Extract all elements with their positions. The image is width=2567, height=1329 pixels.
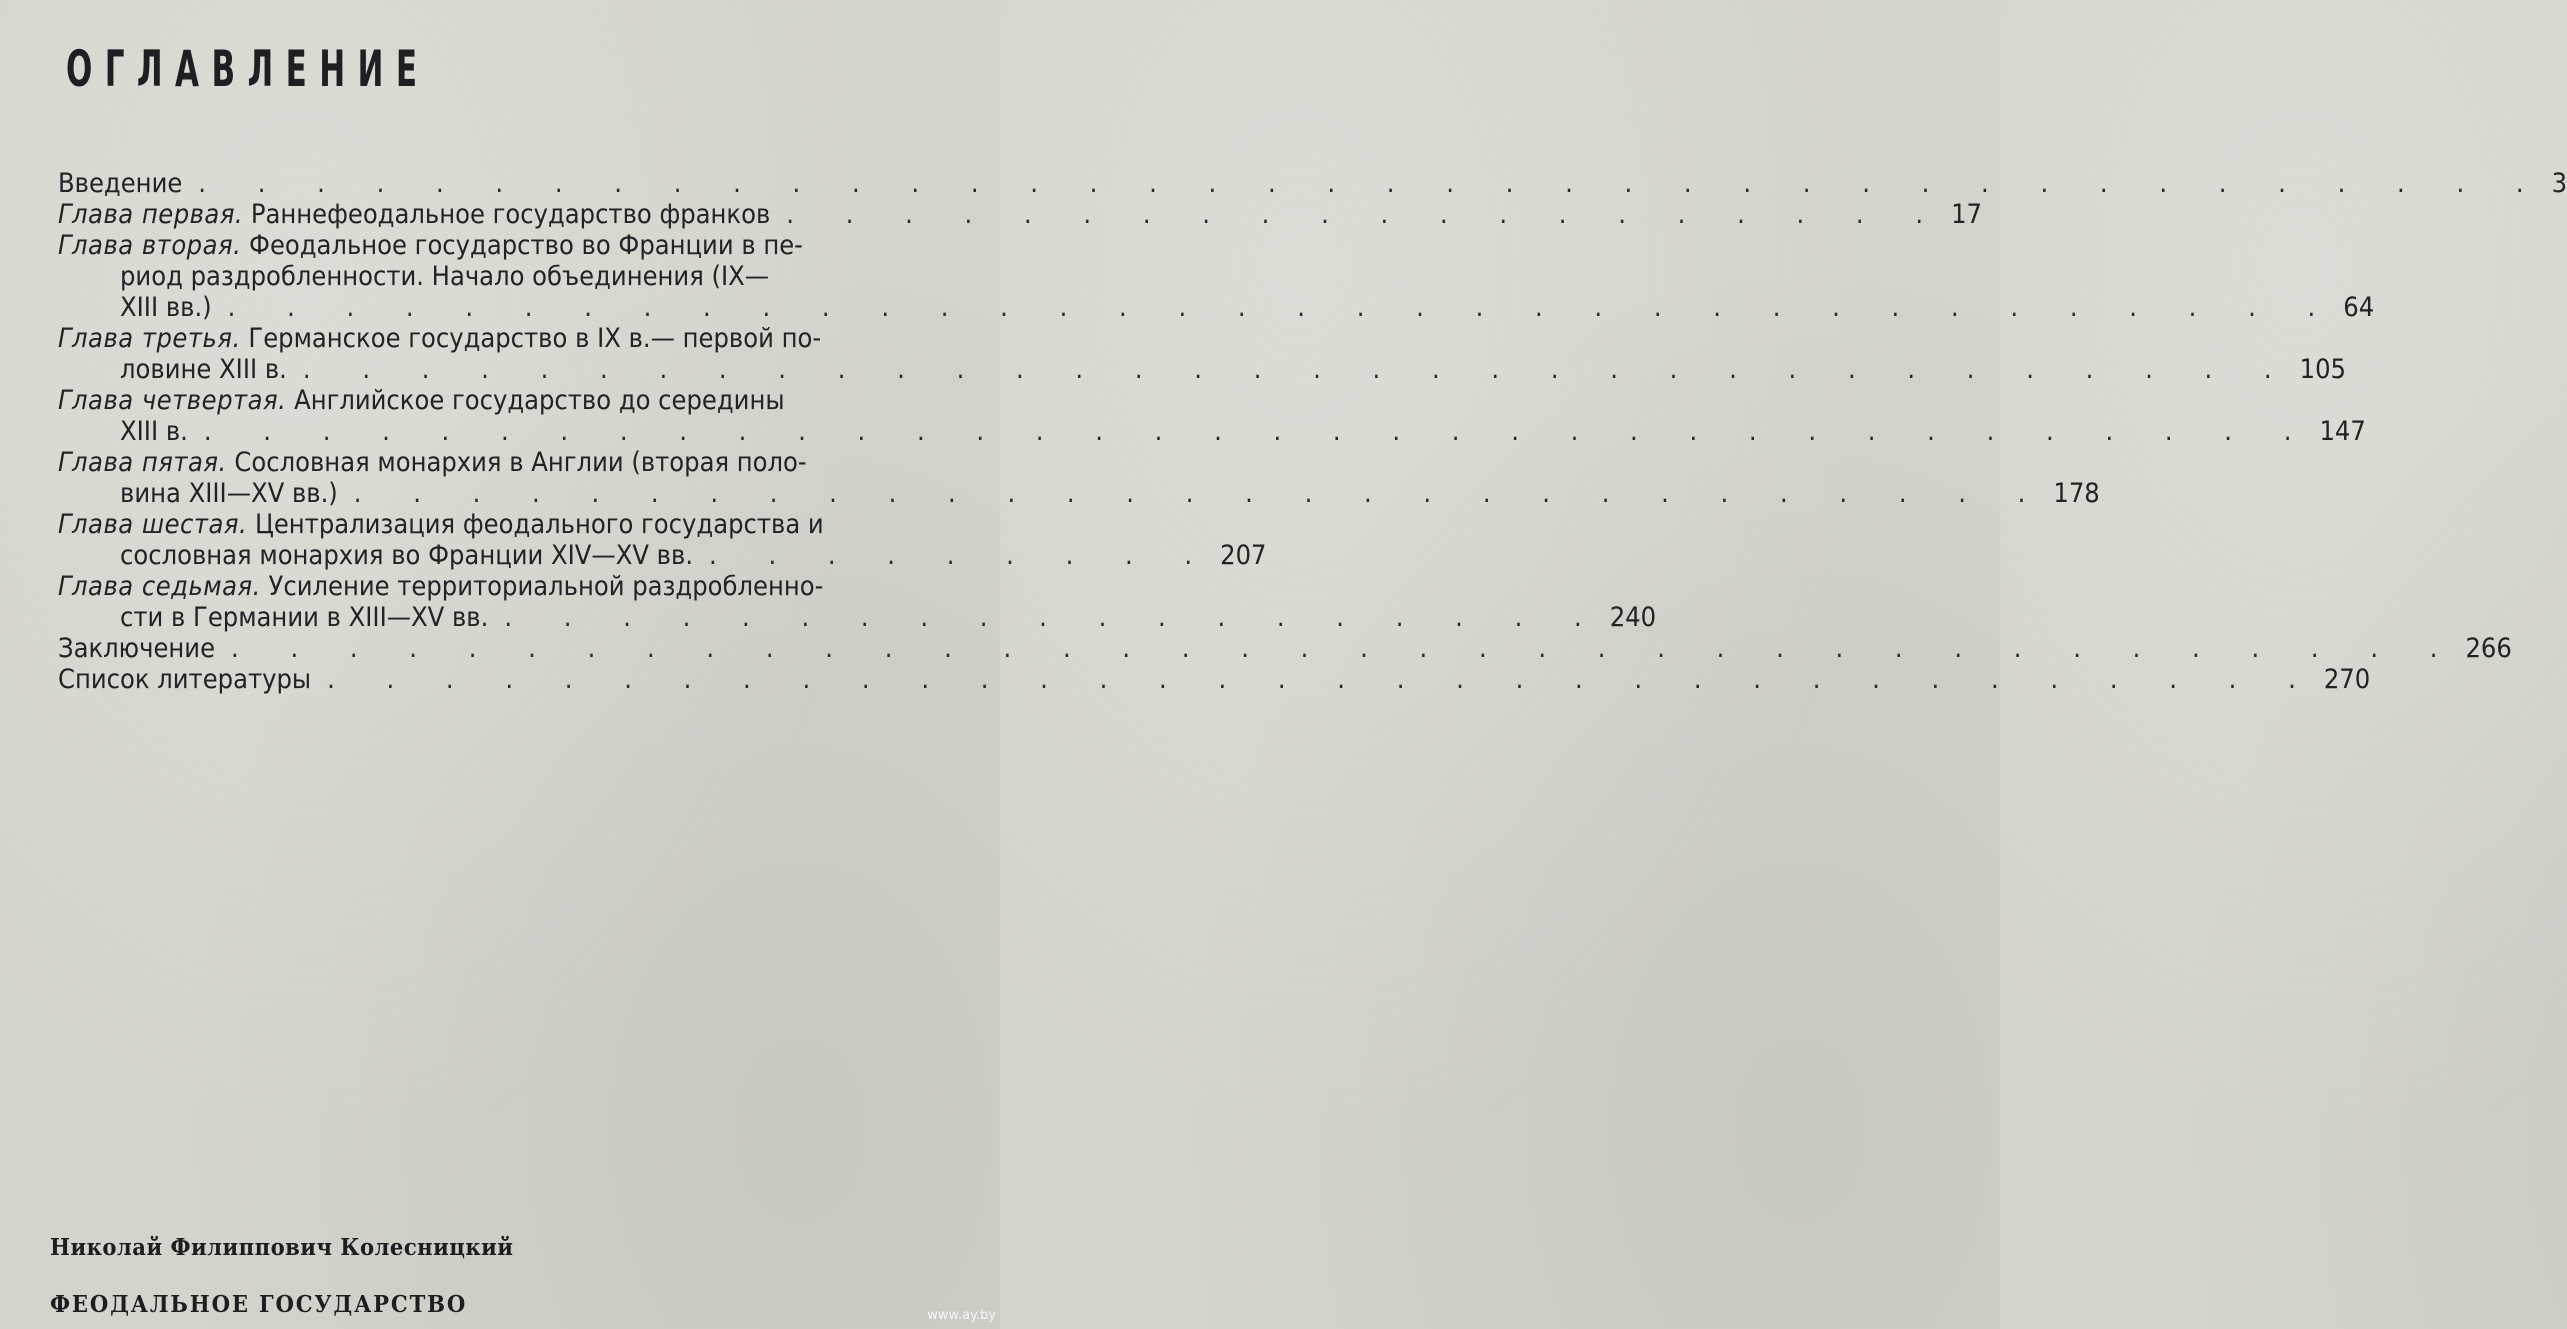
toc-entry-chapter-6 [58,509,1267,571]
toc-entry-chapter-2 [58,230,2375,323]
toc-page-number: 266 [2465,633,2512,664]
toc-page-number: 105 [2299,354,2346,385]
toc-line [58,199,1982,230]
toc-line [58,571,988,602]
toc-line [58,509,988,540]
toc-line [58,261,988,292]
toc-entry-text: Феодальное государство во Франции в пе- [249,230,803,261]
toc-line [58,354,2346,385]
dot-leader: . . . . . . . . . . . . . . . . . . . . . . . . . . . . . . . . . . . . . . [231,633,2460,664]
dot-leader: . . . . . . . . . . . . . . . . . . . . . . . . . . . . . . . . . . . . [227,292,2338,323]
toc-line [58,168,2567,199]
toc-entry-text: Список литературы [58,664,312,695]
toc-entry-text: ловине XIII в. [120,354,287,385]
dot-leader: . . . . . . . . . . . . . . . . . . . . . . . . . . . . . [353,478,2048,509]
toc-line [58,416,2366,447]
imprint [50,1234,950,1318]
toc-page-number: 147 [2319,416,2366,447]
toc-entry-chapter-5 [58,447,2100,509]
toc-entry-chapter-4 [58,385,2366,447]
toc-entry-chapter-7 [58,571,1657,633]
toc-entry-text: Усиление территориальной раздробленно- [268,571,824,602]
toc-line [58,292,2375,323]
toc-page-number: 207 [1220,540,1267,571]
toc-page-number: 17 [1951,199,1982,230]
dot-leader: . . . . . . . . . [709,540,1215,571]
watermark: www.ay.by [927,1308,996,1323]
author-name: Николай Филиппович Колесницкий [50,1234,514,1261]
toc-entry-text: сти в Германии в XIII—XV вв. [120,602,489,633]
toc-entry-text: XIII вв.) [120,292,212,323]
toc-entry-text: Заключение [58,633,216,664]
toc-line [58,602,1657,633]
table-of-contents [58,168,2567,695]
toc-entry-chapter-3 [58,323,2346,385]
toc-page-number: 3 [2551,168,2567,199]
dot-leader: . . . . . . . . . . . . . . . . . . . . [786,199,1946,230]
toc-page-number: 240 [1609,602,1657,633]
dot-leader: . . . . . . . . . . . . . . . . . . . . . . . . . . . . . . . . . . . . [203,416,2314,447]
toc-page-number: 64 [2343,292,2375,323]
toc-entry-text: Централизация феодального государства и [254,509,824,540]
toc-line [58,323,988,354]
chapter-label: Глава третья. [58,323,241,354]
toc-line [58,447,988,478]
toc-entry-text: Германское государство в IX в.— первой по- [248,323,822,354]
toc-entry-chapter-1 [58,199,1982,230]
chapter-label: Глава седьмая. [58,571,261,602]
toc-entry-text: риод раздробленности. Начало объединения (IX— [120,261,770,292]
toc-line [58,664,2371,695]
toc-entry-text: Введение [58,168,183,199]
toc-entry-text: Раннефеодальное государство франков [250,199,771,230]
chapter-label: Глава шестая. [58,509,248,540]
toc-line [58,230,988,261]
toc-entry-text: Сословная монархия в Англии (вторая поло- [234,447,807,478]
book-title: ФЕОДАЛЬНОЕ ГОСУДАРСТВО [50,1291,468,1318]
dot-leader: . . . . . . . . . . . . . . . . . . . . . . . . . . . . . . . . . . . . . . . . [198,168,2546,199]
toc-line [58,633,2512,664]
page-title: ОГЛАВЛЕНИЕ [66,40,430,98]
dot-leader: . . . . . . . . . . . . . . . . . . . . . . . . . . . . . . . . . . [327,664,2318,695]
toc-entry-text: Английское государство до середины [294,385,785,416]
toc-page-number: 178 [2053,478,2100,509]
toc-page-number: 270 [2323,664,2371,695]
chapter-label: Глава четвертая. [58,385,287,416]
toc-line [58,540,1267,571]
toc-entry-conclusion [58,633,2512,664]
chapter-label: Глава пятая. [58,447,227,478]
toc-line [58,385,988,416]
toc-entry-text: вина XIII—XV вв.) [120,478,338,509]
chapter-label: Глава первая. [58,199,244,230]
chapter-label: Глава вторая. [58,230,242,261]
toc-line [58,478,2100,509]
toc-entry-text: XIII в. [120,416,188,447]
toc-entry-text: сословная монархия во Франции XIV—XV вв. [120,540,694,571]
toc-entry-bibliography [58,664,2371,695]
dot-leader: . . . . . . . . . . . . . . . . . . . [504,602,1604,633]
dot-leader: . . . . . . . . . . . . . . . . . . . . . . . . . . . . . . . . . . [302,354,2294,385]
toc-entry-introduction [58,168,2567,199]
